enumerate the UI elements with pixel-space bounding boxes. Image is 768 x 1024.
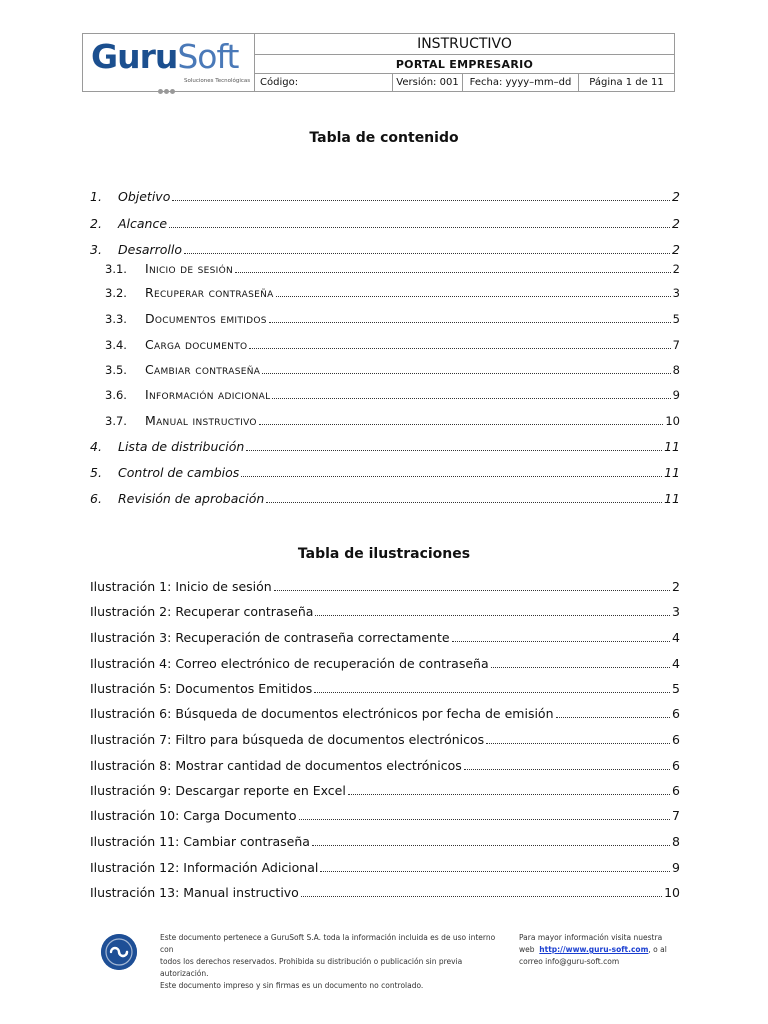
toc-subitem[interactable] bbox=[90, 285, 680, 301]
toc-subitem[interactable] bbox=[90, 413, 680, 429]
footer-contact bbox=[519, 932, 669, 968]
illustration-item[interactable] bbox=[90, 783, 680, 799]
toc-leader bbox=[269, 311, 671, 323]
document-title: INSTRUCTIVO bbox=[255, 34, 674, 55]
toc-leader bbox=[452, 630, 670, 642]
illustration-page: 4 bbox=[672, 630, 680, 645]
toc-num: 6. bbox=[90, 491, 102, 506]
toc-label: Revisión de aprobación bbox=[118, 491, 265, 506]
illustration-label: Ilustración 6: Búsqueda de documentos electrónicos por fecha de emisión bbox=[90, 706, 554, 721]
toc-leader bbox=[556, 706, 671, 718]
toc-leader bbox=[312, 834, 670, 846]
footer-contact-email: correo info@guru-soft.com bbox=[519, 957, 620, 966]
illustration-item[interactable] bbox=[90, 834, 680, 850]
toc-leader bbox=[274, 579, 670, 591]
logo-wordmark bbox=[91, 39, 238, 75]
illustration-label: Ilustración 12: Información Adicional bbox=[90, 860, 319, 875]
toc-leader bbox=[348, 783, 670, 795]
illustration-item[interactable] bbox=[90, 706, 680, 722]
toc-num: 3.2. bbox=[105, 286, 127, 300]
document-meta bbox=[255, 74, 674, 91]
toc-label: Inicio de sesión bbox=[145, 261, 234, 276]
illustration-label: Ilustración 4: Correo electrónico de recuperación de contraseña bbox=[90, 656, 489, 671]
toc-leader bbox=[235, 261, 671, 273]
page-field: Página 1 de 11 bbox=[578, 74, 674, 91]
footer-line: Este documento pertenece a GuruSoft S.A. toda la información incluida es de uso interno con bbox=[160, 933, 496, 954]
toc-title: Tabla de contenido bbox=[309, 130, 459, 146]
illustration-page: 9 bbox=[672, 860, 680, 875]
document-subtitle: PORTAL EMPRESARIO bbox=[255, 55, 674, 74]
toc-leader bbox=[241, 465, 662, 477]
toc-num: 3.1. bbox=[105, 262, 127, 276]
toc-leader bbox=[184, 242, 670, 254]
toc-label: Lista de distribución bbox=[118, 439, 245, 454]
logo-dots-icon bbox=[158, 79, 182, 85]
toc-leader bbox=[299, 808, 670, 820]
website-link[interactable]: http://www.guru-soft.com bbox=[539, 945, 649, 954]
footer-contact-line: Para mayor información visita nuestra bbox=[519, 933, 663, 942]
toc-subitem[interactable] bbox=[90, 387, 680, 403]
toc-label: Alcance bbox=[118, 216, 168, 231]
toc-leader bbox=[276, 285, 671, 297]
toc-num: 3.3. bbox=[105, 312, 127, 326]
toc-page: 11 bbox=[664, 439, 680, 454]
toc-label: Desarrollo bbox=[118, 242, 183, 257]
code-field: Código: bbox=[260, 77, 299, 88]
toc-page: 2 bbox=[672, 242, 680, 257]
toc-num: 3.4. bbox=[105, 338, 127, 352]
toc-item[interactable] bbox=[90, 242, 680, 258]
web-prefix: web bbox=[519, 945, 535, 954]
illustration-item[interactable] bbox=[90, 808, 680, 824]
illustration-page: 6 bbox=[672, 758, 680, 773]
toc-num: 1. bbox=[90, 189, 102, 204]
toc-page: 2 bbox=[672, 262, 680, 276]
illustration-page: 4 bbox=[672, 656, 680, 671]
illustration-label: Ilustración 2: Recuperar contraseña bbox=[90, 604, 314, 619]
toc-item[interactable] bbox=[90, 465, 680, 481]
toc-leader bbox=[320, 860, 670, 872]
toc-label: Objetivo bbox=[118, 189, 171, 204]
gurusoft-round-logo-icon bbox=[101, 934, 137, 970]
date-field: Fecha: yyyy–mm–dd bbox=[462, 74, 578, 91]
illustration-item[interactable] bbox=[90, 860, 680, 876]
toc-label: Documentos emitidos bbox=[145, 311, 267, 326]
illustration-page: 8 bbox=[672, 834, 680, 849]
toc-item[interactable] bbox=[90, 189, 680, 205]
toc-num: 3.7. bbox=[105, 414, 127, 428]
toc-item[interactable] bbox=[90, 216, 680, 232]
document-header bbox=[82, 33, 675, 92]
toc-subitem[interactable] bbox=[90, 261, 680, 277]
toc-num: 3.5. bbox=[105, 363, 127, 377]
toc-page: 5 bbox=[672, 312, 680, 326]
toc-page: 8 bbox=[672, 363, 680, 377]
illustration-item[interactable] bbox=[90, 630, 680, 646]
illustration-label: Ilustración 7: Filtro para búsqueda de documentos electrónicos bbox=[90, 732, 485, 747]
toc-leader bbox=[172, 189, 670, 201]
footer-contact-web bbox=[519, 944, 669, 956]
illustration-page: 5 bbox=[672, 681, 680, 696]
illustration-item[interactable] bbox=[90, 604, 680, 620]
logo-tagline: Soluciones Tecnológicas bbox=[184, 78, 251, 84]
toc-page: 11 bbox=[664, 465, 680, 480]
toc-page: 10 bbox=[665, 414, 680, 428]
version-field: Versión: 001 bbox=[392, 74, 462, 91]
illustration-page: 6 bbox=[672, 783, 680, 798]
illustration-label: Ilustración 9: Descargar reporte en Excel bbox=[90, 783, 346, 798]
toc-subitem[interactable] bbox=[90, 337, 680, 353]
illustration-page: 2 bbox=[672, 579, 680, 594]
toc-page: 2 bbox=[672, 189, 680, 204]
toc-leader bbox=[249, 337, 670, 349]
illustration-label: Ilustración 10: Carga Documento bbox=[90, 808, 297, 823]
company-logo bbox=[83, 34, 255, 91]
illustration-label: Ilustración 5: Documentos Emitidos bbox=[90, 681, 313, 696]
illustration-item[interactable] bbox=[90, 656, 680, 672]
illustration-page: 10 bbox=[664, 885, 680, 900]
toc-leader bbox=[301, 885, 662, 897]
illustration-label: Ilustración 8: Mostrar cantidad de documentos electrónicos bbox=[90, 758, 462, 773]
toc-item[interactable] bbox=[90, 491, 680, 507]
toc-label: Manual instructivo bbox=[145, 413, 257, 428]
toc-label: Información adicional bbox=[145, 387, 271, 402]
footer-disclaimer bbox=[160, 932, 510, 992]
illustration-label: Ilustración 11: Cambiar contraseña bbox=[90, 834, 310, 849]
toc-subitem[interactable] bbox=[90, 362, 680, 378]
illustrations-title: Tabla de ilustraciones bbox=[297, 546, 471, 562]
illustration-page: 3 bbox=[672, 604, 680, 619]
illustration-page: 7 bbox=[672, 808, 680, 823]
toc-label: Control de cambios bbox=[118, 465, 240, 480]
illustration-item[interactable] bbox=[90, 758, 680, 774]
toc-page: 7 bbox=[672, 338, 680, 352]
toc-leader bbox=[262, 362, 670, 374]
illustration-label: Ilustración 3: Recuperación de contraseña correctamente bbox=[90, 630, 450, 645]
toc-leader bbox=[246, 439, 662, 451]
toc-page: 3 bbox=[672, 286, 680, 300]
toc-label: Recuperar contraseña bbox=[145, 285, 274, 300]
toc-leader bbox=[169, 216, 670, 228]
toc-leader bbox=[486, 732, 670, 744]
illustration-item[interactable] bbox=[90, 732, 680, 748]
toc-label: Carga documento bbox=[145, 337, 248, 352]
illustration-page: 6 bbox=[672, 706, 680, 721]
toc-leader bbox=[266, 491, 662, 503]
logo-main: Guru bbox=[91, 37, 178, 76]
toc-leader bbox=[259, 413, 664, 425]
illustration-item[interactable] bbox=[90, 681, 680, 697]
toc-subitem[interactable] bbox=[90, 311, 680, 327]
toc-num: 4. bbox=[90, 439, 102, 454]
toc-num: 2. bbox=[90, 216, 102, 231]
toc-leader bbox=[464, 758, 670, 770]
toc-leader bbox=[272, 387, 670, 399]
toc-item[interactable] bbox=[90, 439, 680, 455]
illustration-label: Ilustración 1: Inicio de sesión bbox=[90, 579, 272, 594]
web-suffix: , o al bbox=[648, 945, 667, 954]
illustration-item[interactable] bbox=[90, 579, 680, 595]
illustration-item[interactable] bbox=[90, 885, 680, 901]
illustration-page: 6 bbox=[672, 732, 680, 747]
toc-label: Cambiar contraseña bbox=[145, 362, 261, 377]
toc-num: 5. bbox=[90, 465, 102, 480]
toc-page: 11 bbox=[664, 491, 680, 506]
toc-page: 9 bbox=[672, 388, 680, 402]
toc-page: 2 bbox=[672, 216, 680, 231]
toc-num: 3. bbox=[90, 242, 102, 257]
toc-leader bbox=[491, 656, 670, 668]
illustration-label: Ilustración 13: Manual instructivo bbox=[90, 885, 299, 900]
toc-leader bbox=[315, 604, 670, 616]
footer-line: todos los derechos reservados. Prohibida su distribución o publicación sin previa autorización. bbox=[160, 957, 463, 978]
logo-soft: Soft bbox=[177, 37, 239, 76]
toc-num: 3.6. bbox=[105, 388, 127, 402]
footer-line: Este documento impreso y sin firmas es un documento no controlado. bbox=[160, 981, 424, 990]
toc-leader bbox=[314, 681, 670, 693]
